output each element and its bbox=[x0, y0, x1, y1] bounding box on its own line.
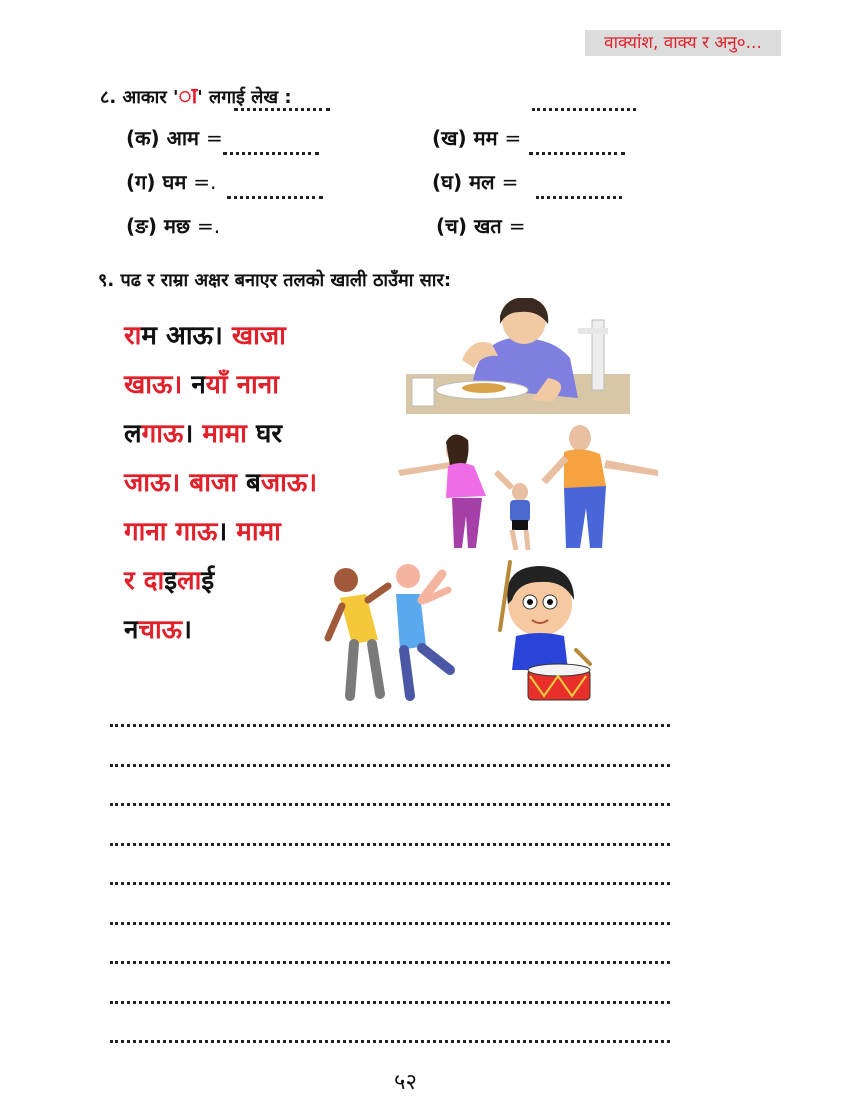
passage-segment: । bbox=[217, 517, 237, 547]
passage-segment: ई bbox=[201, 566, 215, 596]
q8-item-gha bbox=[432, 168, 625, 195]
passage-segment: न bbox=[124, 615, 139, 645]
chapter-tag: वाक्यांश, वाक्य र अनु०... bbox=[585, 30, 781, 56]
passage-line bbox=[124, 361, 394, 410]
passage-segment: जाऊ। bbox=[260, 468, 318, 498]
passage-segment: मामा bbox=[236, 517, 281, 547]
passage-segment: घर bbox=[246, 419, 282, 449]
writing-line[interactable] bbox=[110, 1001, 670, 1007]
passage-segment: खाऊ। bbox=[124, 370, 192, 400]
answer-blank[interactable] bbox=[234, 108, 330, 131]
dancing-kids-illustration bbox=[322, 560, 458, 704]
passage-segment: बाजा bbox=[189, 468, 237, 498]
passage-segment: आऊ। bbox=[156, 321, 232, 351]
writing-lines[interactable] bbox=[110, 724, 670, 1080]
passage-segment: ना bbox=[257, 370, 279, 400]
answer-blank[interactable] bbox=[529, 152, 625, 175]
item-label: (ङ) मछ bbox=[126, 214, 190, 238]
answer-blank[interactable] bbox=[227, 196, 323, 219]
writing-line[interactable] bbox=[110, 724, 670, 730]
family-illustration bbox=[396, 420, 660, 554]
passage-segment: ब bbox=[236, 468, 261, 498]
writing-line[interactable] bbox=[110, 922, 670, 928]
answer-blank[interactable] bbox=[532, 108, 636, 131]
q8-item-kha bbox=[432, 124, 636, 151]
passage-segment: र दा bbox=[124, 566, 165, 596]
passage-segment: याँ ना bbox=[205, 370, 258, 400]
passage-segment: मामा bbox=[202, 419, 247, 449]
passage-line bbox=[124, 312, 394, 361]
passage-line bbox=[124, 410, 394, 459]
q8-title-after: ' लगाई लेख : bbox=[197, 87, 292, 108]
item-equals: = bbox=[501, 170, 519, 194]
writing-line[interactable] bbox=[110, 1040, 670, 1046]
passage-segment: । bbox=[182, 615, 192, 645]
page-number: ५२ bbox=[394, 1070, 417, 1095]
item-equals: = bbox=[508, 214, 526, 238]
q8-item-cha bbox=[436, 212, 622, 239]
item-label: (ख) मम bbox=[432, 126, 498, 150]
writing-line[interactable] bbox=[110, 803, 670, 809]
passage-segment: गाऊ bbox=[141, 419, 184, 449]
answer-blank[interactable] bbox=[536, 196, 622, 219]
writing-line[interactable] bbox=[110, 843, 670, 849]
passage-segment: म bbox=[141, 321, 157, 351]
question-8-title bbox=[100, 80, 292, 110]
passage-line bbox=[124, 459, 394, 508]
boy-eating-illustration bbox=[402, 298, 634, 420]
writing-line[interactable] bbox=[110, 961, 670, 967]
answer-blank[interactable] bbox=[223, 152, 319, 175]
q8-item-ka bbox=[126, 124, 330, 151]
passage-segment: ला bbox=[177, 566, 202, 596]
passage-segment: ल bbox=[124, 419, 142, 449]
writing-line[interactable] bbox=[110, 882, 670, 888]
item-label: (ग) घम bbox=[126, 170, 187, 194]
passage-segment: गाना गाऊ bbox=[124, 517, 218, 547]
item-label: (च) खत bbox=[436, 214, 502, 238]
q8-item-nga bbox=[126, 212, 323, 239]
item-label: (घ) मल bbox=[432, 170, 495, 194]
passage-segment: इ bbox=[164, 566, 178, 596]
passage-segment: चाऊ bbox=[138, 615, 183, 645]
passage-segment: । bbox=[183, 419, 203, 449]
drummer-boy-illustration bbox=[490, 560, 594, 704]
q8-item-ga bbox=[126, 168, 319, 195]
item-equals: =. bbox=[193, 170, 217, 194]
item-equals: = bbox=[504, 126, 522, 150]
writing-line[interactable] bbox=[110, 764, 670, 770]
passage-segment: जाऊ। bbox=[124, 468, 190, 498]
passage-segment: रा bbox=[124, 321, 142, 351]
passage-segment: न bbox=[191, 370, 206, 400]
item-label: (क) आम bbox=[126, 126, 200, 150]
passage-line bbox=[124, 508, 394, 557]
passage-segment: खाजा bbox=[231, 321, 286, 351]
aakar-mark: ा bbox=[178, 84, 198, 109]
item-equals: = bbox=[205, 126, 223, 150]
q8-title-before: ८. आकार ' bbox=[100, 87, 179, 108]
question-9-title: ९. पढ र राम्रा अक्षर बनाएर तलको खाली ठाउँमा सार: bbox=[98, 270, 452, 291]
item-equals: =. bbox=[196, 214, 221, 238]
